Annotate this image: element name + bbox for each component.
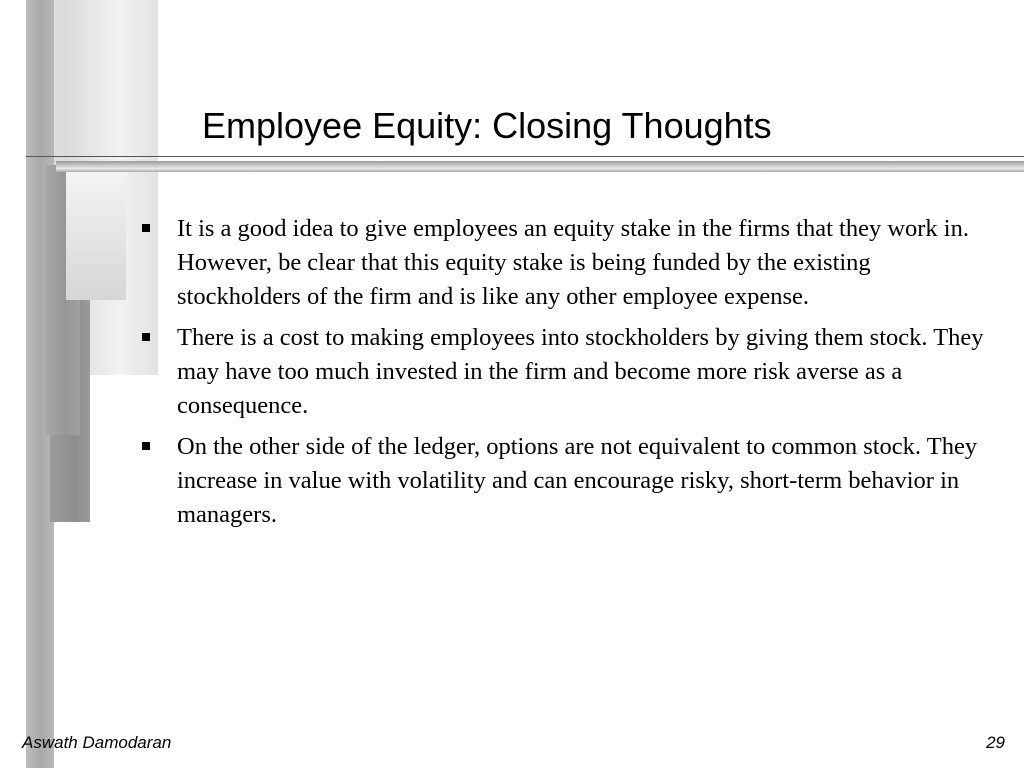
square-bullet-icon [142,442,150,450]
bullet-item [138,321,998,423]
bullet-list [138,212,998,539]
title-divider-thin [26,156,1024,157]
bullet-item [138,212,998,314]
page-number: 29 [986,733,1005,752]
square-bullet-icon [142,333,150,341]
footer-author: Aswath Damodaran [22,733,172,752]
bullet-text: It is a good idea to give employees an equity stake in the firms that they work in. However, be clear that this equity stake is being funded by the existing stockholders of the firm and is like any other employee expense. [177,215,969,310]
bullet-text: There is a cost to making employees into stockholders by giving them stock. They may have too much invested in the firm and become more risk averse as a consequence. [177,324,984,419]
bullet-text: On the other side of the ledger, options are not equivalent to common stock. They increase in value with volatility and can encourage risky, short-term behavior in managers. [177,433,978,528]
square-bullet-icon [142,224,150,232]
slide-title: Employee Equity: Closing Thoughts [202,105,772,146]
decorative-bar-light [66,170,126,300]
title-divider-thick [56,161,1024,172]
bullet-item [138,430,998,532]
